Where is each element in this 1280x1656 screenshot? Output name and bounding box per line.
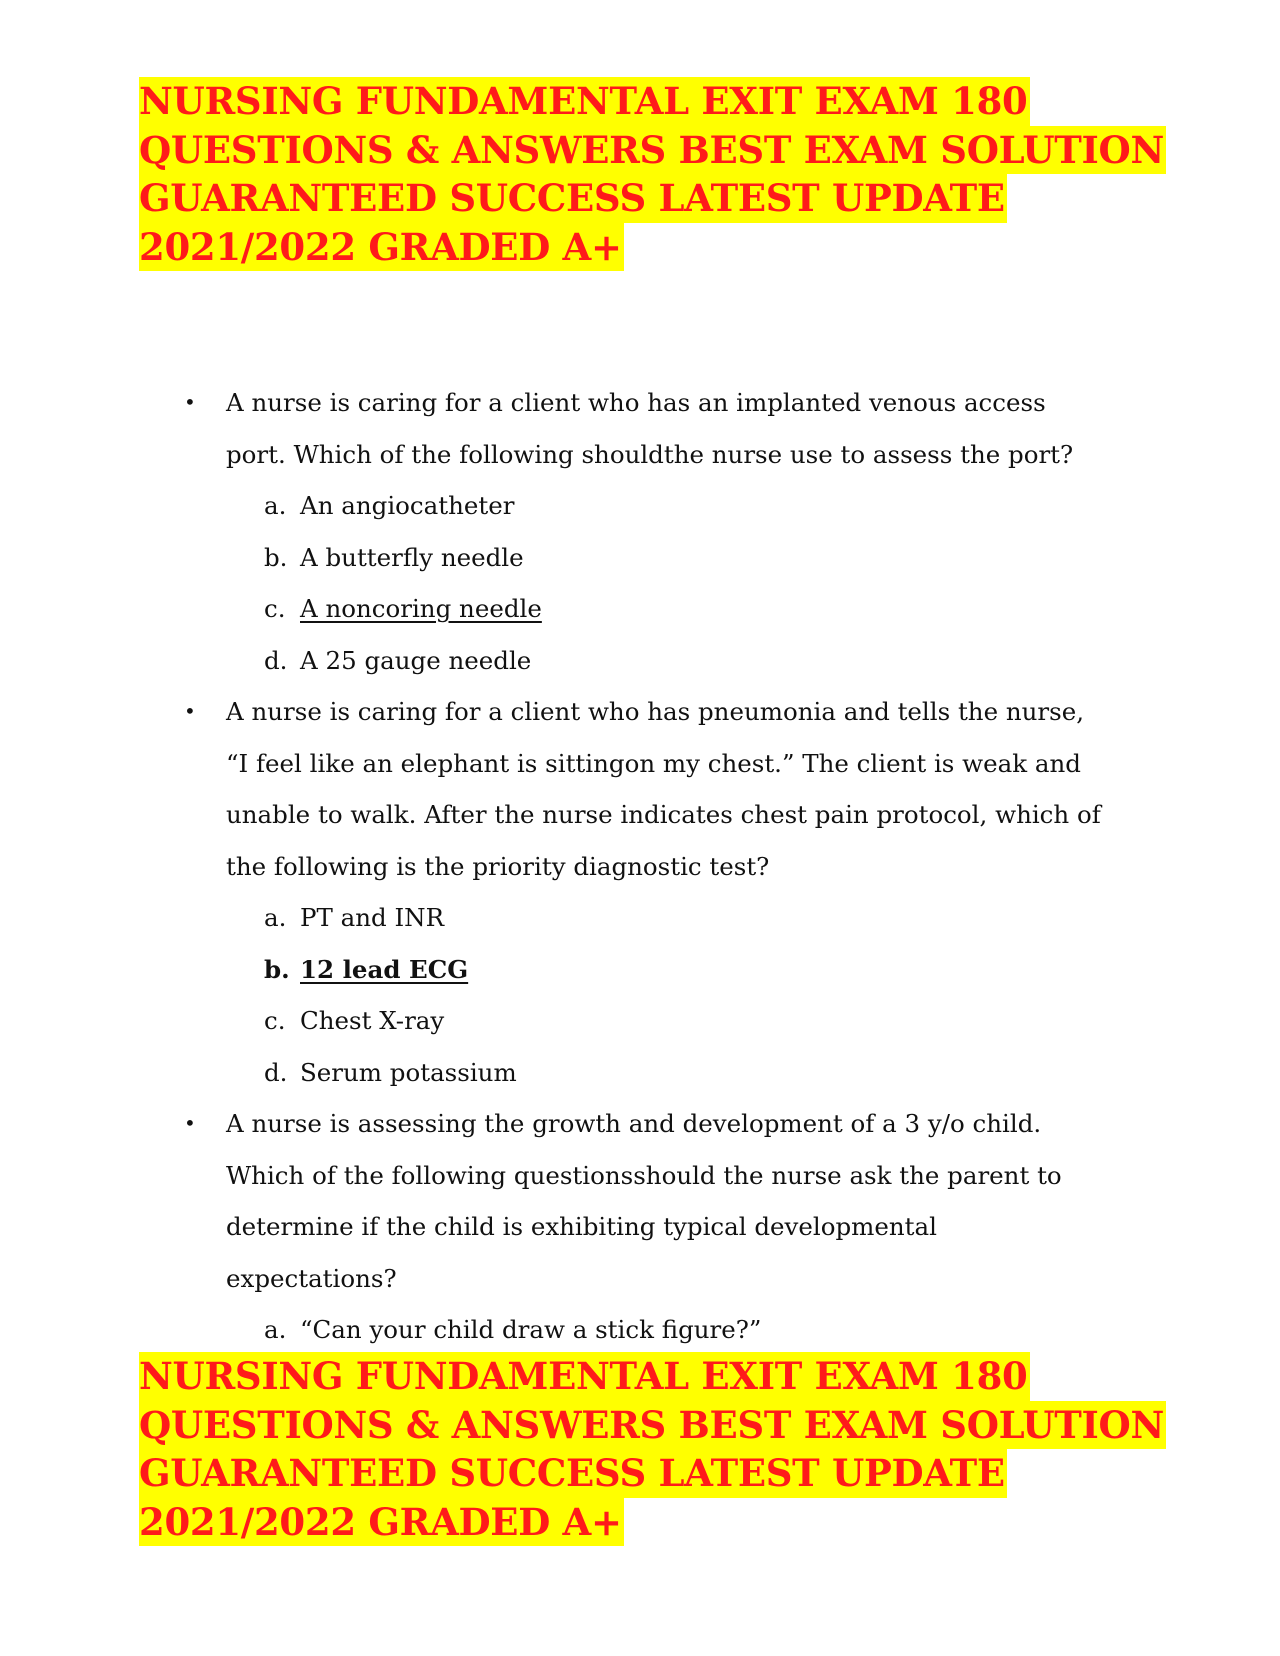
answer-option (226, 995, 1280, 1047)
question-item (0, 686, 1280, 1098)
option-text: A 25 gauge needle (300, 645, 532, 675)
answer-option (226, 480, 1280, 532)
title-line: 2021/2022 GRADED A+ (139, 1498, 624, 1547)
answer-option-correct (226, 583, 1280, 635)
answer-option (226, 1047, 1280, 1099)
option-text-correct: A noncoring needle (300, 594, 542, 623)
option-letter: b. (264, 542, 288, 572)
answer-options (226, 480, 1280, 686)
question-list (0, 377, 1280, 1356)
option-letter: c. (264, 1006, 286, 1035)
title-line: 2021/2022 GRADED A+ (139, 223, 624, 272)
bullet-icon: • (184, 1111, 196, 1135)
option-text: “Can your child draw a stick figure?” (300, 1315, 762, 1344)
footer-title (139, 1352, 1166, 1546)
answer-option (226, 635, 1280, 687)
bullet-icon: • (184, 699, 196, 723)
option-letter: a. (264, 1315, 287, 1344)
option-letter: a. (264, 903, 287, 932)
answer-options (226, 1304, 1280, 1356)
answer-option (226, 1304, 1280, 1356)
option-text: An angiocatheter (300, 491, 515, 520)
option-text: A butterfly needle (300, 542, 524, 572)
question-item (0, 1098, 1280, 1356)
document-title (139, 77, 1166, 271)
answer-option (226, 892, 1280, 944)
answer-options (226, 892, 1280, 1098)
title-line: NURSING FUNDAMENTAL EXIT EXAM 180 (139, 1352, 1030, 1401)
answer-option (226, 532, 1280, 584)
option-letter: d. (264, 645, 288, 675)
option-letter: b. (264, 954, 290, 984)
option-letter: a. (264, 491, 287, 520)
question-item (0, 377, 1280, 686)
title-line: GUARANTEED SUCCESS LATEST UPDATE (139, 174, 1007, 223)
option-letter: d. (264, 1057, 288, 1087)
question-text: A nurse is caring for a client who has pneumonia and tells the nurse, “I feel like an elephant is sittingon my chest.” The client is weak and unable to walk. After the nurse indicates chest pain protocol, which of the following is the priority diagnostic test? (226, 697, 1101, 881)
option-letter: c. (264, 594, 286, 623)
question-text: A nurse is caring for a client who has an implanted venous access port. Which of the following shouldthe nurse use to assess the port? (226, 388, 1074, 469)
option-text-correct: 12 lead ECG (300, 954, 469, 984)
option-text: PT and INR (300, 903, 445, 932)
title-line: NURSING FUNDAMENTAL EXIT EXAM 180 (139, 77, 1030, 126)
title-line: QUESTIONS & ANSWERS BEST EXAM SOLUTION (139, 126, 1166, 175)
answer-option-correct (226, 944, 1280, 996)
option-text: Chest X-ray (300, 1006, 445, 1035)
title-line: GUARANTEED SUCCESS LATEST UPDATE (139, 1449, 1007, 1498)
title-line: QUESTIONS & ANSWERS BEST EXAM SOLUTION (139, 1401, 1166, 1450)
question-text: A nurse is assessing the growth and development of a 3 y/o child. Which of the following questionsshould the nurse ask the parent to determine if the child is exhibiting typical developmental expectations? (226, 1109, 1062, 1293)
option-text: Serum potassium (300, 1057, 517, 1087)
bullet-icon: • (184, 390, 196, 414)
